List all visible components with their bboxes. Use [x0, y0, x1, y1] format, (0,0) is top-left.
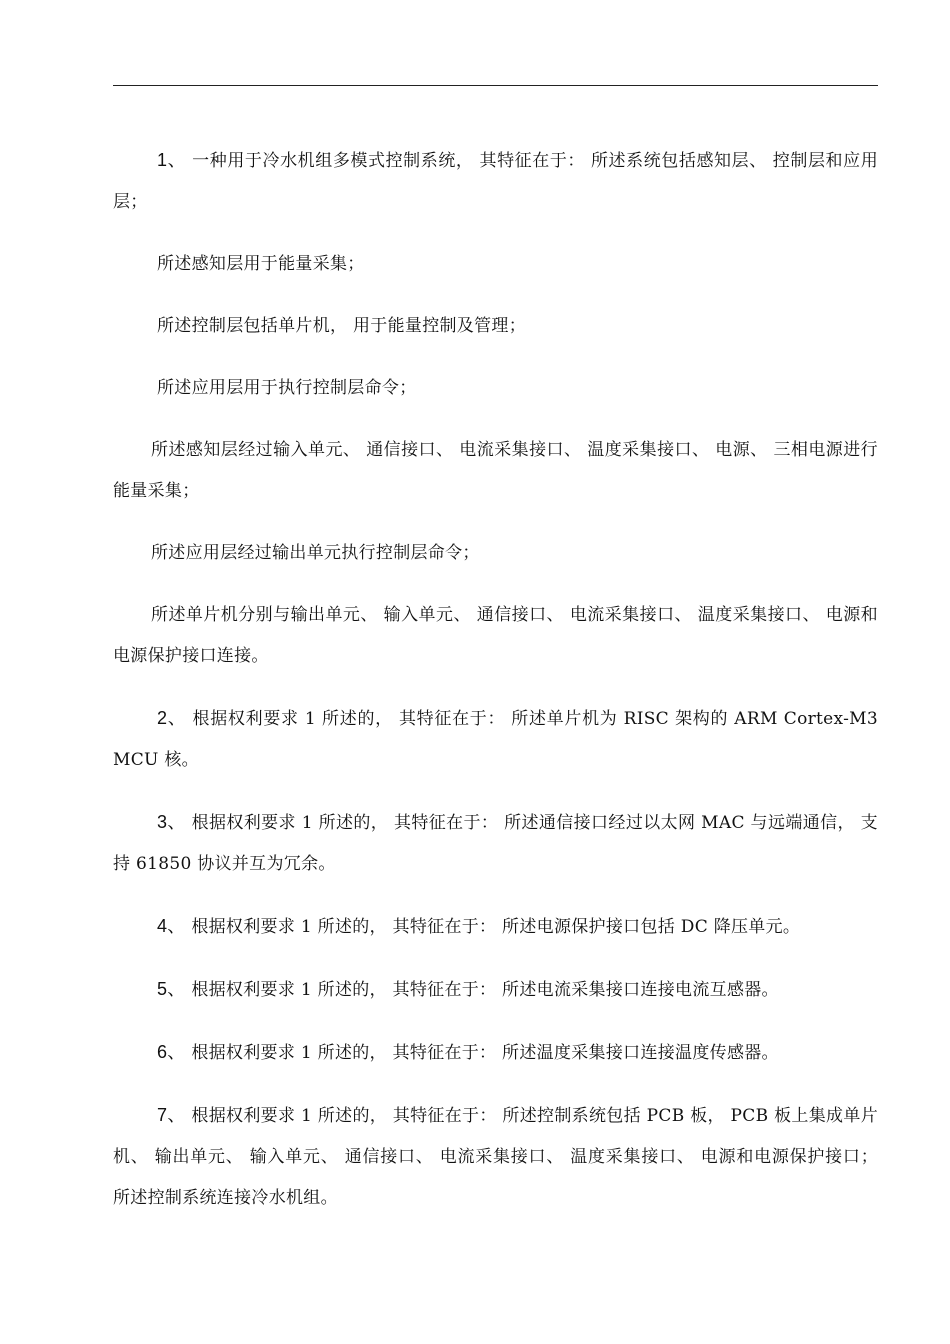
claim-number: 4、: [157, 916, 186, 936]
claim-text: 根据权利要求 1 所述的， 其特征在于： 所述单片机为 RISC 架构的 ARM Cortex-M3 MCU 核。: [113, 709, 878, 770]
claim-text: 根据权利要求 1 所述的， 其特征在于： 所述通信接口经过以太网 MAC 与远端通信， 支持 61850 协议并互为冗余。: [113, 813, 878, 874]
claim-text: 所述应用层经过输出单元执行控制层命令；: [151, 543, 480, 563]
claim-number: 2、: [157, 708, 187, 728]
claim-4: [113, 906, 878, 948]
claim-text: 根据权利要求 1 所述的， 其特征在于： 所述电源保护接口包括 DC 降压单元。: [185, 917, 801, 937]
header-rule: [113, 85, 878, 86]
claim-6: [113, 1032, 878, 1074]
claims-body: [113, 140, 878, 1240]
claim-1-line-sensing-detail: [113, 430, 878, 512]
claim-1-line-sensing: [113, 244, 878, 285]
claim-1-line-application-detail: [113, 533, 878, 574]
claim-number: 1、: [157, 150, 187, 170]
claim-number: 5、: [157, 979, 186, 999]
claim-text: 所述感知层用于能量采集；: [157, 254, 365, 274]
claim-text: 所述单片机分别与输出单元、 输入单元、 通信接口、 电流采集接口、 温度采集接口、 电源和电源保护接口连接。: [113, 605, 878, 666]
claim-text: 所述控制层包括单片机， 用于能量控制及管理；: [157, 316, 527, 336]
claim-text: 根据权利要求 1 所述的， 其特征在于： 所述电流采集接口连接电流互感器。: [185, 980, 779, 1000]
claim-1-line-mcu-detail: [113, 595, 878, 677]
claim-5: [113, 969, 878, 1011]
claim-2: [113, 698, 878, 781]
claim-text: 一种用于冷水机组多模式控制系统， 其特征在于： 所述系统包括感知层、 控制层和应用层；: [113, 151, 878, 212]
claim-7: [113, 1095, 878, 1219]
claim-text: 所述感知层经过输入单元、 通信接口、 电流采集接口、 温度采集接口、 电源、 三相电源进行能量采集；: [113, 440, 878, 501]
claim-text: 所述应用层用于执行控制层命令；: [157, 378, 417, 398]
claim-1-line-application: [113, 368, 878, 409]
claim-number: 3、: [157, 812, 186, 832]
claim-text: 根据权利要求 1 所述的， 其特征在于： 所述温度采集接口连接温度传感器。: [185, 1043, 779, 1063]
claim-1: [113, 140, 878, 223]
claim-number: 7、: [157, 1105, 186, 1125]
claim-text: 根据权利要求 1 所述的， 其特征在于： 所述控制系统包括 PCB 板， PCB 板上集成单片机、 输出单元、 输入单元、 通信接口、 电流采集接口、 温度采集接口、 电源和电源保护接口； 所述控制系统连接冷水机组。: [113, 1106, 878, 1208]
claim-number: 6、: [157, 1042, 186, 1062]
claim-3: [113, 802, 878, 885]
claim-1-line-control: [113, 306, 878, 347]
